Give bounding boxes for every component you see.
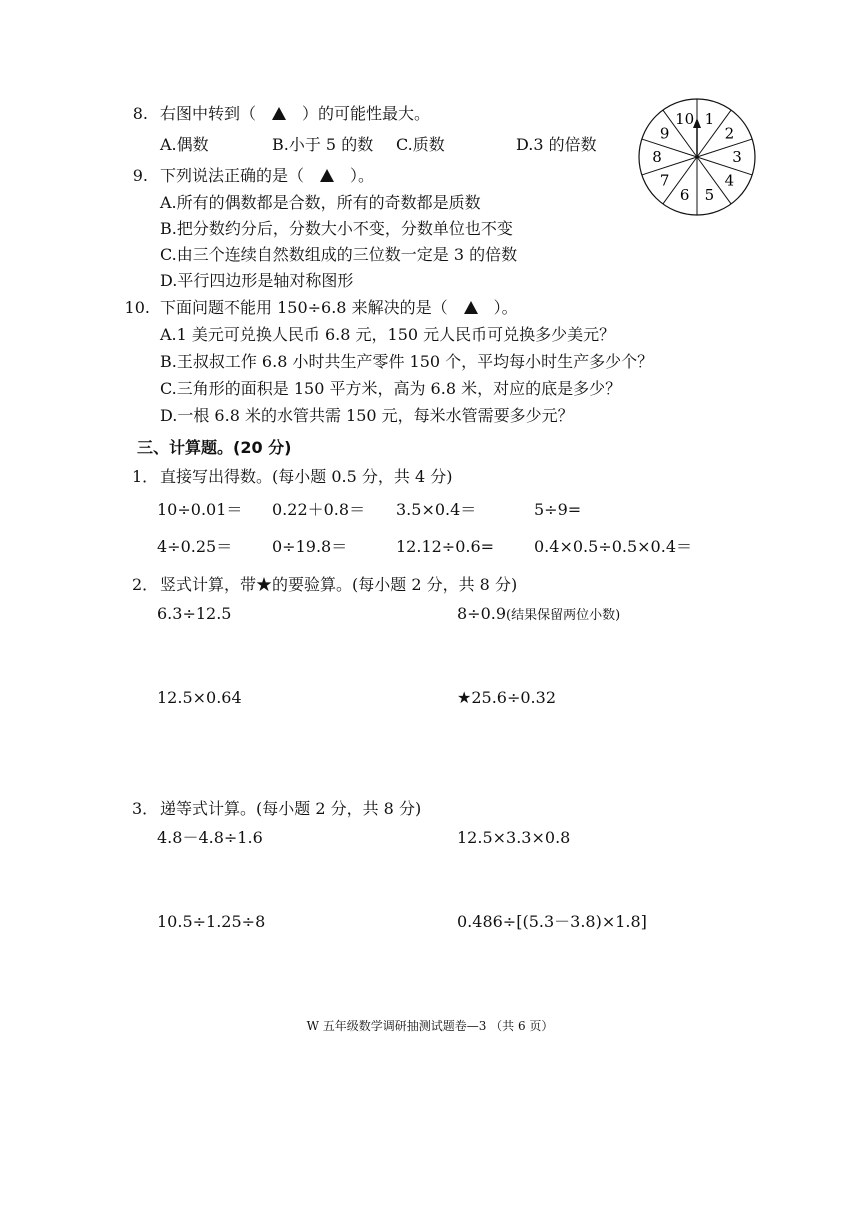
q8-option-b: B.小于 5 的数	[272, 135, 374, 154]
answer-triangle-icon	[320, 169, 334, 182]
q8-stem-after: ）的可能性最大。	[302, 104, 431, 123]
spinner-number-8: 8	[652, 148, 662, 166]
stepwise-calc-1: 4.8－4.8÷1.6	[157, 828, 263, 847]
q9-stem	[160, 165, 374, 187]
calc-1-4: 5÷9=	[534, 500, 582, 519]
spinner-number-9: 9	[659, 124, 670, 143]
q9-option-c: C.由三个连续自然数组成的三位数一定是 3 的倍数	[160, 245, 518, 264]
q8-stem	[160, 103, 430, 125]
spinner-number-7: 7	[659, 171, 670, 190]
q9-option-a: A.所有的偶数都是合数，所有的奇数都是质数	[160, 193, 481, 212]
part1-number: 1．	[132, 467, 159, 486]
pointer-arrow-icon	[693, 118, 701, 128]
vertical-calc-2	[457, 603, 620, 627]
spinner-number-2: 2	[724, 124, 735, 143]
q10-stem-after: ）。	[493, 298, 518, 317]
q10-number: 10.	[124, 298, 150, 317]
q10-option-a: A.1 美元可兑换人民币 6.8 元，150 元人民币可兑换多少美元？	[160, 325, 616, 344]
q10-stem	[160, 297, 518, 319]
vertical-calc-1: 6.3÷12.5	[157, 604, 232, 623]
q9-stem-after: ）。	[350, 166, 375, 185]
q10-option-d: D.一根 6.8 米的水管共需 150 元，每米水管需要多少元？	[160, 406, 574, 425]
spinner-number-10: 10	[675, 109, 695, 128]
q8-option-a: A.偶数	[160, 135, 209, 154]
answer-triangle-icon	[464, 301, 478, 314]
calc-2-3: 12.12÷0.6=	[396, 537, 495, 556]
q10-option-c: C.三角形的面积是 150 平方米，高为 6.8 米，对应的底是多少？	[160, 379, 622, 398]
q9-number: 9.	[132, 166, 148, 185]
q8-option-d: D.3 的倍数	[516, 135, 597, 154]
spinner-number-4: 4	[724, 171, 735, 190]
part3-number: 3．	[132, 799, 159, 818]
q9-option-b: B.把分数约分后，分数大小不变，分数单位也不变	[160, 219, 513, 238]
part3-title: 递等式计算。(每小题 2 分，共 8 分)	[160, 799, 422, 818]
q10-option-b: B.王叔叔工作 6.8 小时共生产零件 150 个，平均每小时生产多少个？	[160, 352, 654, 371]
calc-1-2: 0.22＋0.8＝	[272, 500, 366, 519]
q10-stem-before: 下面问题不能用 150÷6.8 来解决的是（	[160, 298, 448, 317]
page-footer: W 五年级数学调研抽测试题卷—3 （共 6 页）	[306, 1019, 554, 1033]
rounding-note: (结果保留两位小数)	[506, 608, 621, 623]
calc-1-3: 3.5×0.4＝	[396, 500, 477, 519]
spinner-number-1: 1	[704, 109, 715, 128]
vertical-calc-4: ★25.6÷0.32	[457, 688, 556, 707]
vertical-calc-2-expr: 8÷0.9	[457, 604, 507, 623]
stepwise-calc-2: 12.5×3.3×0.8	[457, 828, 571, 847]
spinner-figure	[636, 96, 758, 218]
part2-number: 2．	[132, 575, 159, 594]
stepwise-calc-3: 10.5÷1.25÷8	[157, 912, 266, 931]
q9-stem-before: 下列说法正确的是（	[160, 166, 305, 185]
section3-title: 三、计算题。(20 分)	[137, 438, 292, 457]
calc-2-4: 0.4×0.5÷0.5×0.4＝	[534, 537, 693, 556]
answer-triangle-icon	[272, 107, 286, 120]
q8-number: 8.	[132, 104, 148, 123]
vertical-calc-3: 12.5×0.64	[157, 688, 242, 707]
q8-stem-before: 右图中转到（	[160, 104, 257, 123]
calc-2-2: 0÷19.8＝	[272, 537, 348, 556]
spinner-number-5: 5	[704, 186, 715, 205]
part2-title: 竖式计算，带★的要验算。(每小题 2 分，共 8 分)	[160, 575, 518, 594]
q8-option-c: C.质数	[396, 135, 445, 154]
part1-title: 直接写出得数。(每小题 0.5 分，共 4 分)	[160, 467, 453, 486]
spinner-number-6: 6	[679, 186, 690, 205]
stepwise-calc-4: 0.486÷[(5.3－3.8)×1.8]	[457, 912, 647, 931]
calc-1-1: 10÷0.01＝	[157, 500, 243, 519]
calc-2-1: 4÷0.25＝	[157, 537, 233, 556]
q9-option-d: D.平行四边形是轴对称图形	[160, 271, 354, 290]
spinner-number-3: 3	[732, 148, 742, 166]
